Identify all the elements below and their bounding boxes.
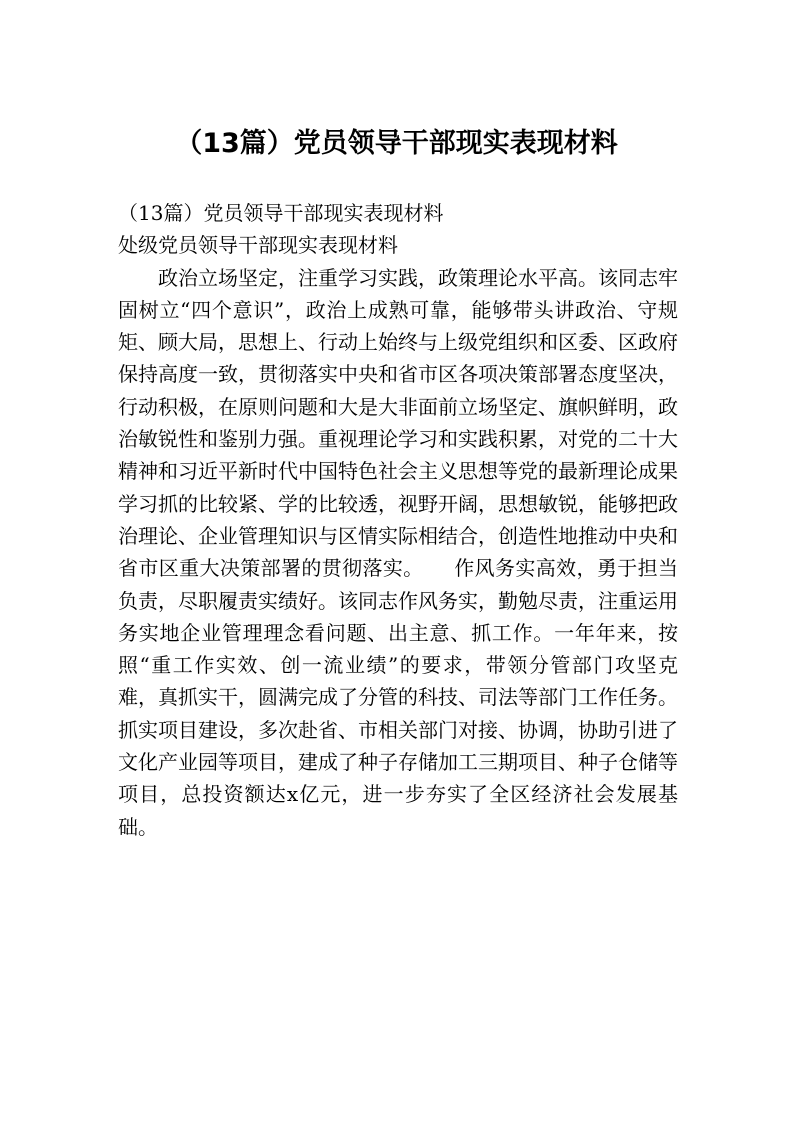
document-body (118, 197, 678, 843)
body-paragraph: 政治立场坚定，注重学习实践，政策理论水平高。该同志牢固树立“四个意识”，政治上成熟可靠，能够带头讲政治、守规矩、顾大局，思想上、行动上始终与上级党组织和区委、区政府保持高度一致，贯彻落实中央和省市区各项决策部署态度坚决，行动积极，在原则问题和大是大非面前立场坚定、旗帜鲜明，政治敏锐性和鉴别力强。重视理论学习和实践积累，对党的二十大精神和习近平新时代中国特色社会主义思想等党的最新理论成果学习抓的比较紧、学的比较透，视野开阔，思想敏锐，能够把政治理论、企业管理知识与区情实际相结合，创造性地推动中央和省市区重大决策部署的贯彻落实。 作风务实高效，勇于担当负责，尽职履责实绩好。该同志作风务实，勤勉尽责，注重运用务实地企业管理理念看问题、出主意、抓工作。一年年来，按照“重工作实效、创一流业绩”的要求，带领分管部门攻坚克难，真抓实干，圆满完成了分管的科技、司法等部门工作任务。抓实项目建设，多次赴省、市相关部门对接、协调，协助引进了文化产业园等项目，建成了种子存储加工三期项目、种子仓储等项目，总投资额达x亿元，进一步夯实了全区经济社会发展基础。 (118, 265, 678, 839)
document-title: （13篇）党员领导干部现实表现材料 (175, 128, 618, 159)
document-subtitle: （13篇）党员领导干部现实表现材料 (118, 201, 444, 225)
section-heading: 处级党员领导干部现实表现材料 (118, 233, 398, 258)
